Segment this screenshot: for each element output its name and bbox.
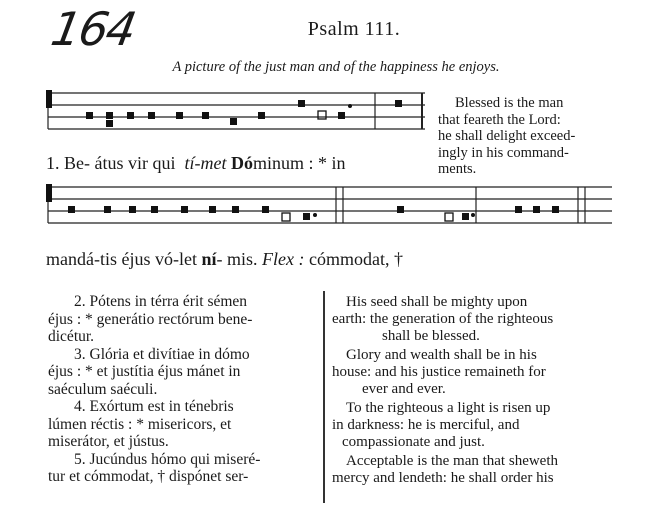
lyric-text: minum : * in — [252, 153, 346, 173]
latin-line: dicétur. — [48, 328, 95, 345]
page-number: 164 — [47, 2, 139, 56]
do-clef — [46, 90, 52, 108]
latin-line: 5. Jucúndus hómo qui miseré- — [74, 450, 261, 468]
lyric-accent: Dó — [230, 153, 253, 173]
lyric-text: Be- átus vir qui — [64, 153, 176, 173]
english-line: Acceptable is the man that sheweth — [346, 453, 559, 469]
first-verse-line: ingly in his command- — [438, 144, 569, 161]
english-line: mercy and lendeth: he shall order his — [332, 470, 554, 486]
english-line: house: and his justice remaineth for — [332, 364, 546, 380]
latin-column — [48, 293, 316, 486]
do-clef-2 — [46, 184, 52, 202]
latin-line: 3. Glória et divítiae in dómo — [74, 345, 250, 363]
latin-line: miserátor, et jústus. — [48, 433, 169, 450]
english-line: Glory and wealth shall be in his — [346, 347, 537, 363]
neumes-line-1 — [86, 100, 402, 127]
column-divider — [323, 291, 325, 503]
english-line: His seed shall be mighty upon — [346, 294, 528, 310]
first-verse-line: ments. — [438, 161, 477, 177]
latin-line: éjus : * generátio rectórum bene- — [48, 310, 253, 328]
english-line: earth: the generation of the righteous — [332, 311, 554, 327]
chant-lyric-line-2 — [46, 249, 403, 270]
lyric-italic: tí-met — [184, 153, 227, 173]
lyric-text: - mis. — [216, 249, 258, 269]
first-verse-line: Blessed is the man — [455, 95, 564, 111]
latin-line: saéculum saéculi. — [48, 380, 158, 398]
english-line: To the righteous a light is risen up — [346, 400, 551, 416]
english-line: in darkness: he is merciful, and — [332, 417, 520, 433]
english-column — [332, 294, 558, 487]
psalm-title: Psalm 111. — [307, 18, 401, 40]
latin-line: 2. Pótens in térra érit sémen — [74, 293, 248, 310]
english-line: ever and ever. — [362, 381, 446, 397]
english-line: compassionate and just. — [342, 434, 485, 450]
first-verse-english — [438, 95, 575, 178]
latin-line: tur et cómmodat, † dispónet ser- — [48, 468, 249, 485]
latin-line: lúmen réctis : * misericors, et — [48, 415, 232, 433]
latin-line: 4. Exórtum est in ténebris — [74, 398, 234, 415]
flex-label: Flex : — [262, 249, 305, 269]
lyric-text: cómmodat, † — [308, 249, 403, 269]
first-verse-line: he shall delight exceed- — [438, 128, 576, 144]
lyric-accent: ní — [201, 249, 217, 269]
first-verse-line: that feareth the Lord: — [438, 111, 561, 128]
verse-number: 1. — [46, 153, 60, 173]
lyric-text: mandá-tis éjus vó-let — [46, 249, 197, 269]
chant-lyric-line-1 — [46, 153, 346, 174]
english-line: shall be blessed. — [382, 328, 480, 344]
staff-line-2 — [48, 187, 612, 223]
psalm-subtitle: A picture of the just man and of the happiness he enjoys. — [172, 59, 500, 75]
latin-line: éjus : * et justítia éjus mánet in — [48, 363, 241, 380]
neumes-line-2 — [68, 206, 559, 221]
